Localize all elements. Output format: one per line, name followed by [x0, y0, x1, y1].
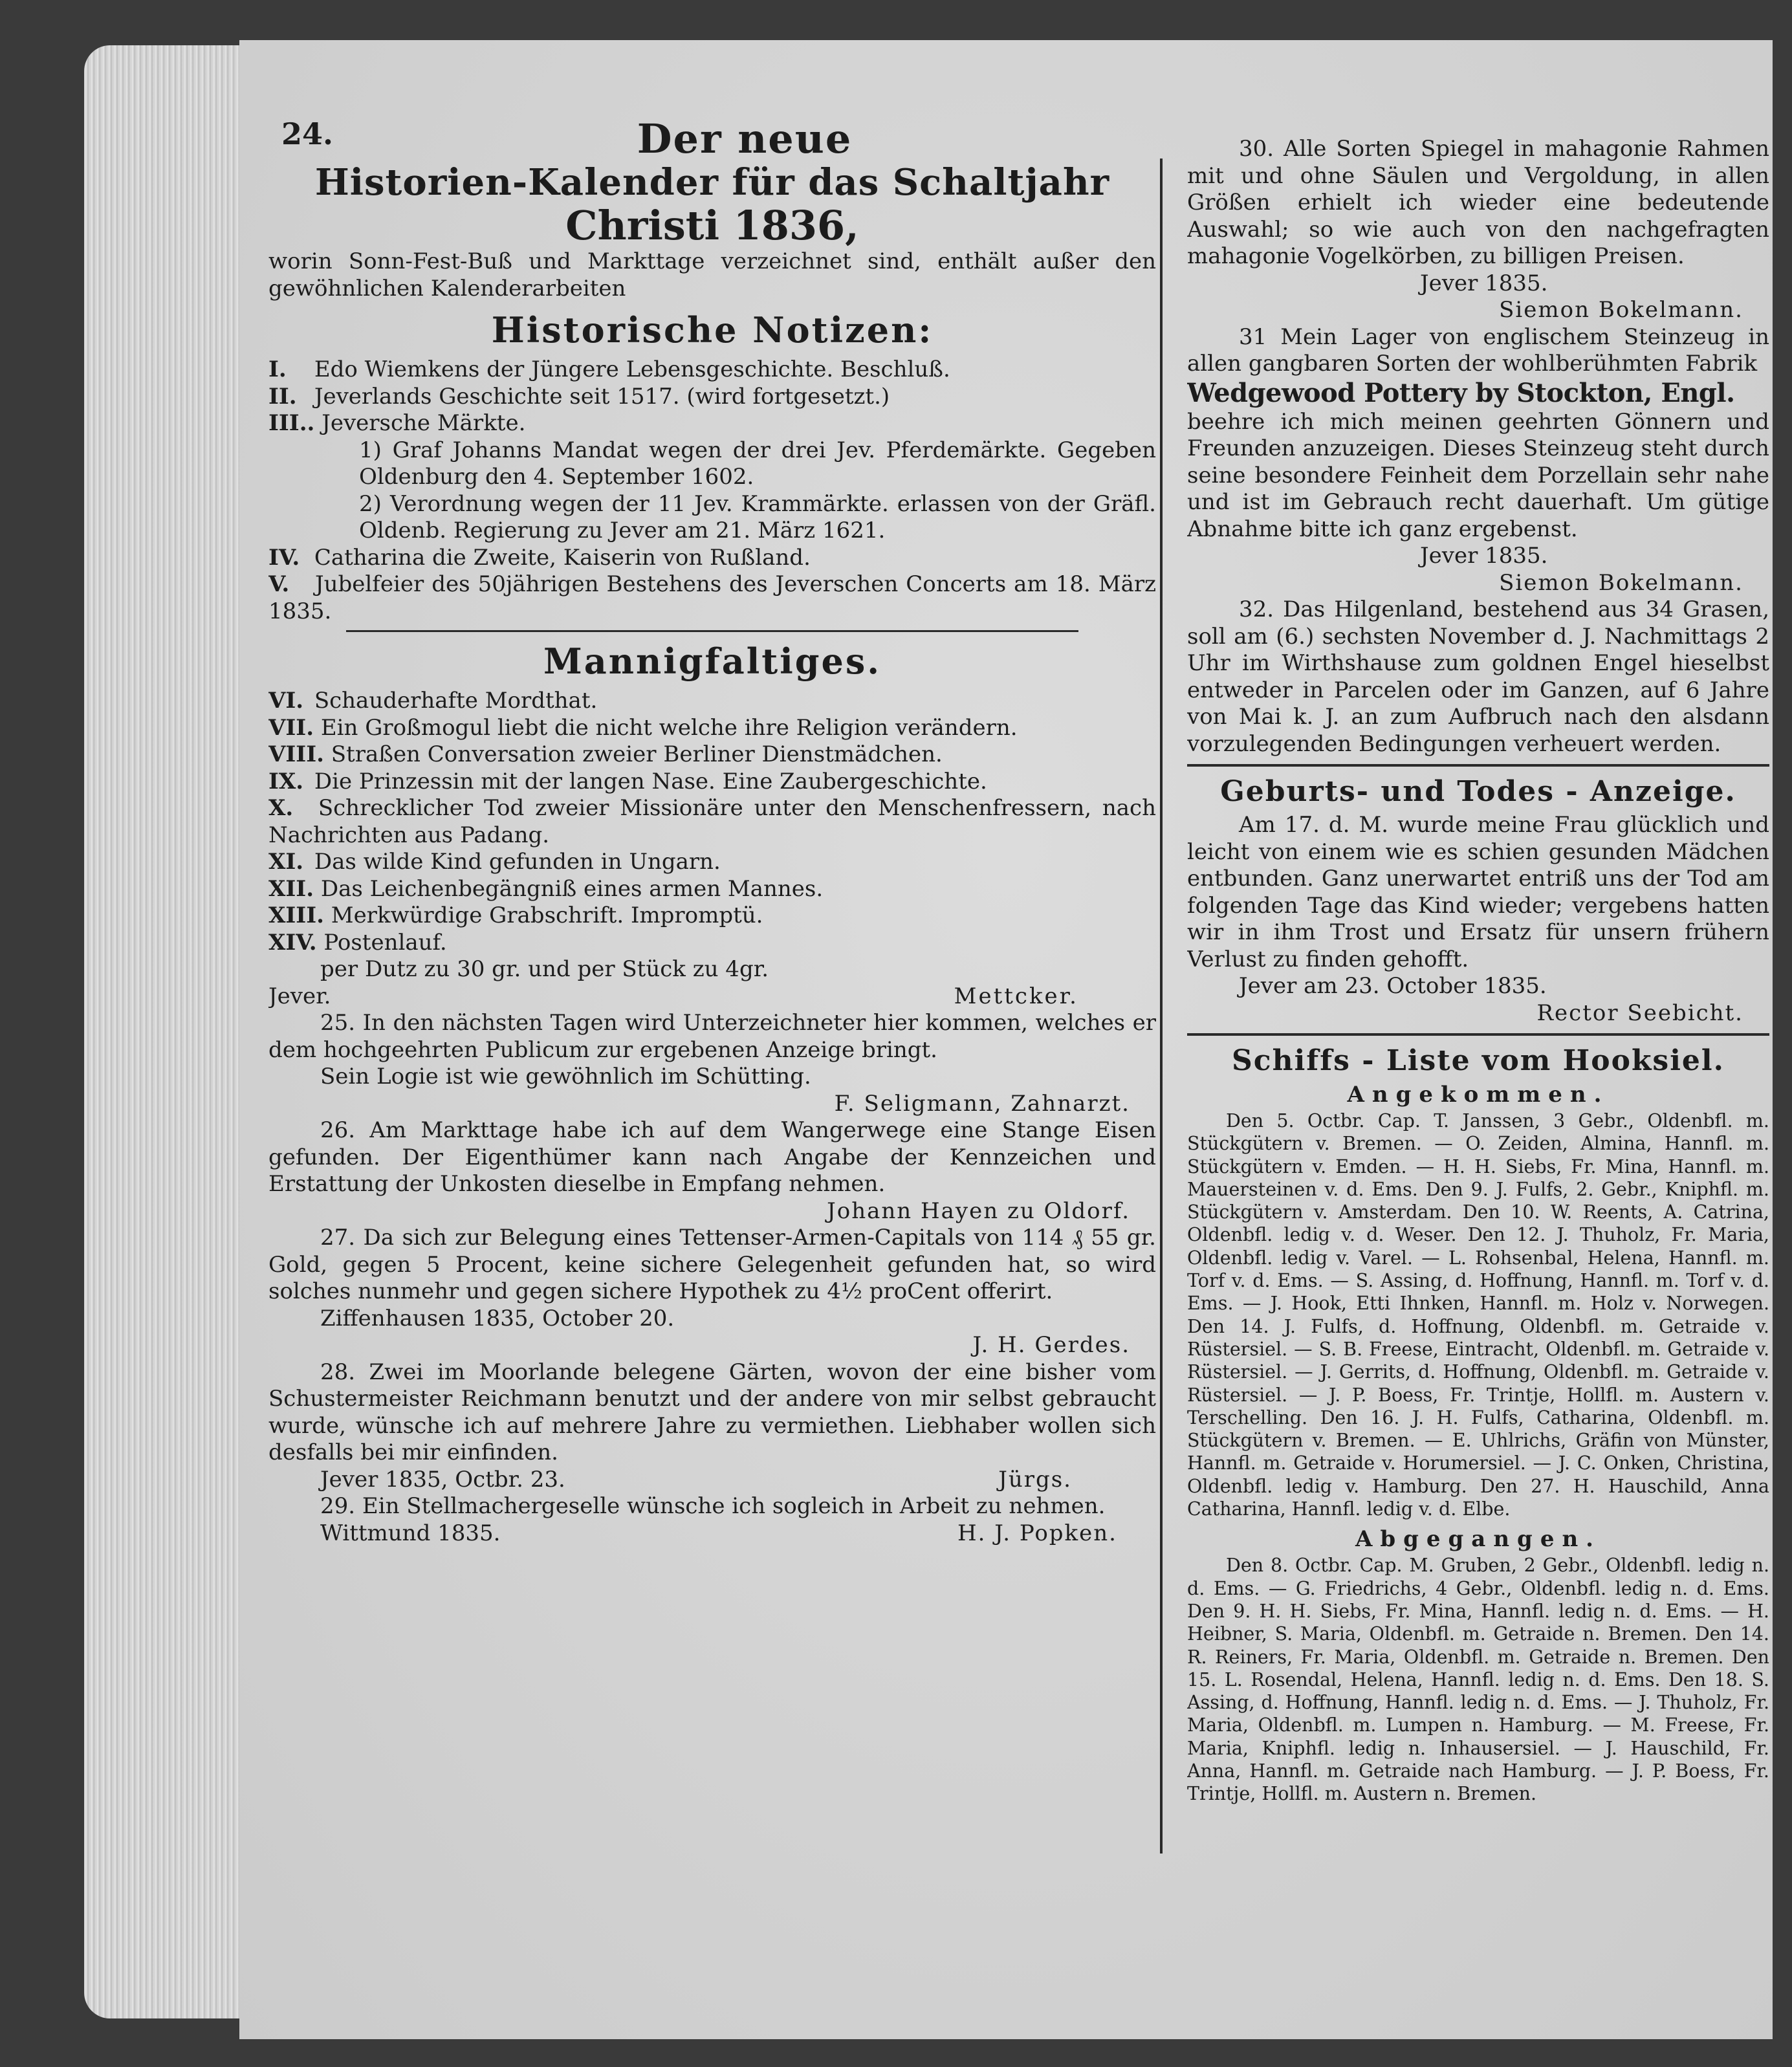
calendar-heading [268, 116, 1156, 248]
birth-death-place: Jever am 23. October 1835. [1239, 973, 1547, 999]
mannigfaltiges-list [268, 688, 1156, 956]
list-item: VIII. Straßen Conversation zweier Berliner Dienstmädchen. [268, 741, 943, 767]
ad-27-signature: J. H. Gerdes. [972, 1332, 1130, 1358]
divider [1187, 1033, 1769, 1036]
right-column [1187, 136, 1769, 2012]
ad-31-signature: Siemon Bokelmann. [1499, 569, 1743, 596]
birth-death-signature: Rector Seebicht. [1536, 1000, 1743, 1026]
ad-28-footer [268, 1467, 1156, 1494]
historische-heading: Historische Notizen: [491, 309, 934, 351]
signature: Jürgs. [998, 1466, 1072, 1493]
ad-25-text-2: Sein Logie ist wie gewöhnlich im Schütting. [320, 1064, 811, 1089]
historische-list [268, 356, 1156, 437]
list-item: XIII. Merkwürdige Grabschrift. Impromptü. [268, 902, 763, 928]
book-page-edges [84, 45, 259, 2018]
calendar-title-line-2: Historien-Kalender für das Schaltjahr [314, 161, 1110, 204]
ad-25-signature: F. Seligmann, Zahnarzt. [834, 1090, 1130, 1117]
ad-30-text: 30. Alle Sorten Spiegel in mahagonie Rahmen mit und ohne Säulen und Vergoldung, in allen Größen erhielt ich wieder eine bedeutende Auswahl; so wie auch von den nachgefragten mahagonie Vogelkörben, zu billigen Preisen. [1187, 136, 1769, 269]
departed-heading: Abgegangen. [1355, 1526, 1602, 1553]
historische-list-2 [268, 545, 1156, 626]
calendar-title-line-1: Der neue [637, 116, 853, 162]
divider [346, 630, 1078, 632]
signature: H. J. Popken. [957, 1520, 1117, 1546]
list-item: IX. Die Prinzessin mit der langen Nase. Eine Zaubergeschichte. [268, 768, 987, 794]
ad-31-text-2: beehre ich mich meinen geehrten Gönnern und Freunden anzuzeigen. Dieses Steinzeug steht durch seine besondere Feinheit dem Porzellain sehr nahe und ist im Gebrauch recht dauerhaft. Um gütige Abnahme bitte ich ganz ergebenst. [1187, 408, 1769, 542]
ad-28-text: 28. Zwei im Moorlande belegene Gärten, wovon der eine bisher vom Schustermeister Reichmann benutzt und der andere von mir selbst gebraucht wurde, wünsche ich auf mehrere Jahre zu vermiethen. Liebhaber wollen sich desfalls bei mir einfinden. [268, 1359, 1156, 1465]
list-item: V. Jubelfeier des 50jährigen Bestehens des Jeverschen Concerts am 18. März 1835. [268, 571, 1156, 624]
ad-number: 24. [281, 116, 334, 151]
ad-27-text: 27. Da sich zur Belegung eines Tettenser-Armen-Capitals von 114 ₰ 55 gr. Gold, gegen 5 Procent, keine sichere Gelegenheit gefunden hat, so wird solches nunmehr und gegen sichere Hypothek zu 4½ proCent offerirt. [268, 1225, 1156, 1304]
ad-31-place: Jever 1835. [1420, 543, 1548, 569]
list-item: VI. Schauderhafte Mordthat. [268, 688, 598, 714]
arrived-text: Den 5. Octbr. Cap. T. Janssen, 3 Gebr., Oldenbfl. m. Stückgütern v. Bremen. — O. Zeiden, Almina, Hannfl. m. Stückgütern v. Emden. — H. H. Siebs, Fr. Mina, Hannfl. m. Mauersteinen v. d. Ems. Den 9. J. Fulfs, 2. Gebr., Kniphfl. m. Stückgütern v. Amsterdam. Den 10. W. Reents, A. Catrina, Oldenbfl. ledig v. d. Weser. Den 12. J. Thuholz, Fr. Maria, Oldenbfl. ledig v. Varel. — L. Rohsenbal, Helena, Hannfl. m. Torf v. d. Ems. — S. Assing, d. Hoffnung, Hannfl. m. Torf v. d. Ems. — J. Hook, Etti Ihnken, Hannfl. m. Holz v. Norwegen. Den 14. J. Fulfs, d. Hoffnung, Oldenbfl. m. Getraide v. Rüstersiel. — S. B. Freese, Eintracht, Oldenbfl. m. Getraide v. Rüstersiel. — J. Gerrits, d. Hoffnung, Oldenbfl. m. Getraide v. Rüstersiel. — J. P. Boess, Fr. Trintje, Hollfl. m. Austern v. Terschelling. Den 16. J. H. Fulfs, Catharina, Oldenbfl. m. Stückgütern v. Bremen. — E. Uhlrichs, Gräfin von Münster, Hannfl. m. Getraide v. Horumersiel. — J. C. Onken, Christina, Oldenbfl. ledig v. Hamburg. Den 27. H. Hauschild, Anna Catharina, Hannfl. ledig v. d. Elbe. [1187, 1110, 1769, 1520]
ad-25-text: 25. In den nächsten Tagen wird Unterzeichneter hier kommen, welches er dem hochgeehrten Publicum zur ergebenen Anzeige bringt. [268, 1010, 1156, 1063]
list-item: X. Schrecklicher Tod zweier Missionäre unter den Menschenfressern, nach Nachrichten aus Padang. [268, 795, 1156, 848]
calendar-intro: worin Sonn-Fest-Buß und Markttage verzeichnet sind, enthält außer den gewöhnlichen Kalenderarbeiten [268, 248, 1156, 301]
birth-death-text: Am 17. d. M. wurde meine Frau glücklich und leicht von einem wie es schien gesunden Mädchen entbunden. Ganz unerwartet entriß uns der Tod am folgenden Tage das Kind wieder; vergebens hatten wir in ihm Trost und Ersatz für unsern frühern Verlust zu finden gehofft. [1187, 812, 1769, 972]
price-signature-line [268, 983, 1156, 1011]
list-item: XII. Das Leichenbegängniß eines armen Mannes. [268, 875, 824, 902]
list-item: IV. Catharina die Zweite, Kaiserin von Rußland. [268, 544, 811, 571]
ad-27-place: Ziffenhausen 1835, October 20. [320, 1305, 675, 1331]
mannigfaltiges-heading: Mannigfaltiges. [543, 640, 882, 682]
arrived-heading: Angekommen. [1347, 1082, 1610, 1108]
signature: Mettcker. [954, 983, 1078, 1009]
ship-list-heading: Schiffs - Liste vom Hooksiel. [1232, 1044, 1725, 1077]
brand-name: Wedgewood Pottery by Stockton, Engl. [1187, 377, 1735, 408]
list-item: III.. Jeversche Märkte. [268, 410, 526, 436]
place: Jever. [268, 983, 331, 1009]
column-divider [1160, 159, 1163, 1854]
sub-item: 1) Graf Johanns Mandat wegen der drei Jev. Pferdemärkte. Gegeben Oldenburg den 4. September 1602. [359, 437, 1156, 490]
ad-29-footer [268, 1520, 1156, 1548]
left-column [268, 116, 1156, 2051]
list-item: I. Edo Wiemkens der Jüngere Lebensgeschichte. Beschluß. [268, 356, 950, 382]
place: Jever 1835, Octbr. 23. [320, 1466, 565, 1493]
ad-29-text: 29. Ein Stellmachergeselle wünsche ich sogleich in Arbeit zu nehmen. [320, 1493, 1106, 1519]
ad-26-signature: Johann Hayen zu Oldorf. [827, 1198, 1130, 1224]
ad-26-text: 26. Am Markttage habe ich auf dem Wangerwege eine Stange Eisen gefunden. Der Eigenthümer kann nach Angabe der Kennzeichen und Erstattung der Unkosten dieselbe in Empfang nehmen. [268, 1117, 1156, 1197]
ad-31-text: 31 Mein Lager von englischem Steinzeug in allen gangbaren Sorten der wohlberühmten Fabrik [1187, 323, 1769, 377]
divider [1187, 764, 1769, 767]
ad-30-place: Jever 1835. [1420, 270, 1548, 296]
sub-item: 2) Verordnung wegen der 11 Jev. Krammärkte. erlassen von der Gräfl. Oldenb. Regierung zu Jever am 21. März 1621. [359, 490, 1156, 543]
place: Wittmund 1835. [320, 1520, 501, 1546]
list-item: XIV. Postenlauf. [268, 929, 447, 956]
list-item: XI. Das wilde Kind gefunden in Ungarn. [268, 849, 721, 875]
departed-text: Den 8. Octbr. Cap. M. Gruben, 2 Gebr., Oldenbfl. ledig n. d. Ems. — G. Friedrichs, 4 Gebr., Oldenbfl. ledig n. d. Ems. Den 9. H. H. Siebs, Fr. Mina, Hannfl. ledig n. d. Ems. — H. Heibner, S. Maria, Oldenbfl. m. Getraide n. Bremen. Den 14. R. Reiners, Fr. Maria, Oldenbfl. m. Getraide n. Bremen. Den 15. L. Rosendal, Helena, Hannfl. ledig n. d. Ems. Den 18. S. Assing, d. Hoffnung, Hannfl. ledig n. d. Ems. — J. Thuholz, Fr. Maria, Oldenbfl. m. Lumpen n. Hamburg. — M. Freese, Fr. Maria, Kniphfl. ledig n. Inhausersiel. — J. Hauschild, Fr. Anna, Hannfl. m. Getraide nach Hamburg. — J. P. Boess, Fr. Trintje, Hollfl. m. Austern n. Bremen. [1187, 1555, 1769, 1805]
birth-death-heading: Geburts- und Todes - Anzeige. [1220, 775, 1736, 808]
ad-32-text: 32. Das Hilgenland, bestehend aus 34 Grasen, soll am (6.) sechsten November d. J. Nachmittags 2 Uhr im Wirthshause zum goldnen Engel hieselbst entweder in Parcelen oder im Ganzen, auf 6 Jahre von Mai k. J. an zum Aufbruch nach den alsdann vorzulegenden Bedingungen verheuert werden. [1187, 596, 1769, 757]
list-item: VII. Ein Großmogul liebt die nicht welche ihre Religion verändern. [268, 714, 1018, 741]
ad-30-signature: Siemon Bokelmann. [1499, 297, 1743, 323]
list-item: II. Jeverlands Geschichte seit 1517. (wird fortgesetzt.) [268, 383, 890, 410]
price-line: per Dutz zu 30 gr. und per Stück zu 4gr. [320, 956, 769, 982]
calendar-title-line-3: Christi 1836, [565, 202, 859, 249]
